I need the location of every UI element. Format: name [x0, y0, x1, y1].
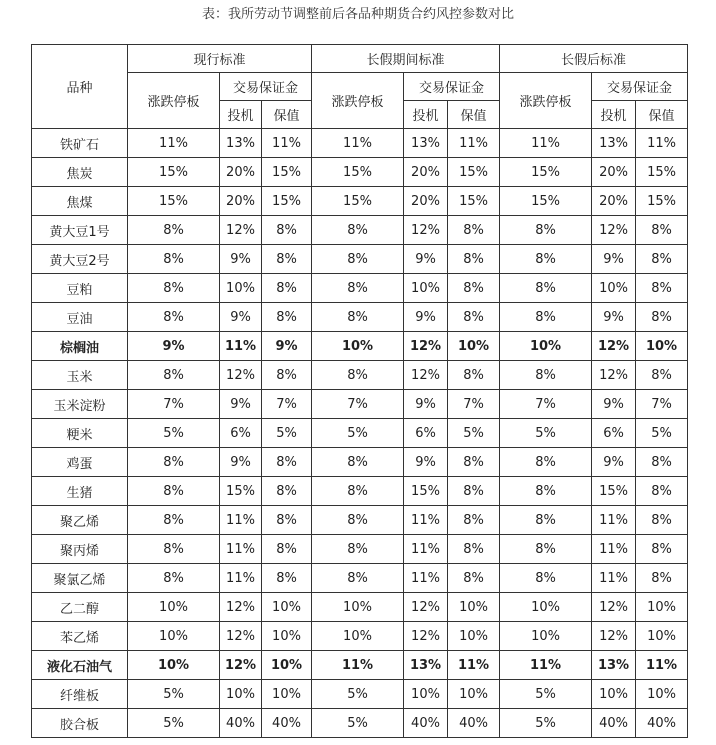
value-cell: 12% — [404, 622, 448, 651]
table-row — [32, 216, 688, 245]
value-cell: 20% — [220, 158, 262, 187]
variety-cell: 聚氯乙烯 — [32, 564, 128, 593]
value-cell: 5% — [262, 419, 312, 448]
value-cell: 8% — [312, 361, 404, 390]
variety-cell: 焦煤 — [32, 187, 128, 216]
value-cell: 8% — [636, 448, 688, 477]
value-cell: 11% — [312, 651, 404, 680]
value-cell: 8% — [262, 535, 312, 564]
value-cell: 15% — [262, 187, 312, 216]
variety-cell: 铁矿石 — [32, 129, 128, 158]
value-cell: 8% — [636, 564, 688, 593]
value-cell: 8% — [312, 477, 404, 506]
value-cell: 8% — [636, 216, 688, 245]
value-cell: 8% — [128, 477, 220, 506]
table-row — [32, 129, 688, 158]
value-cell: 10% — [128, 651, 220, 680]
variety-cell: 黄大豆1号 — [32, 216, 128, 245]
variety-cell: 豆粕 — [32, 274, 128, 303]
value-cell: 6% — [404, 419, 448, 448]
value-cell: 8% — [500, 274, 592, 303]
value-cell: 10% — [128, 593, 220, 622]
value-cell: 11% — [500, 129, 592, 158]
value-cell: 8% — [128, 448, 220, 477]
value-cell: 8% — [448, 506, 500, 535]
value-cell: 9% — [404, 448, 448, 477]
variety-cell: 液化石油气 — [32, 651, 128, 680]
value-cell: 5% — [128, 680, 220, 709]
value-cell: 5% — [500, 709, 592, 738]
header-limit: 涨跌停板 — [500, 73, 592, 129]
value-cell: 20% — [592, 158, 636, 187]
value-cell: 8% — [448, 303, 500, 332]
value-cell: 9% — [128, 332, 220, 361]
value-cell: 12% — [404, 332, 448, 361]
value-cell: 9% — [592, 390, 636, 419]
value-cell: 15% — [128, 187, 220, 216]
value-cell: 15% — [500, 158, 592, 187]
value-cell: 11% — [592, 564, 636, 593]
value-cell: 10% — [448, 680, 500, 709]
header-margin: 交易保证金 — [220, 73, 312, 101]
value-cell: 12% — [592, 332, 636, 361]
value-cell: 8% — [448, 448, 500, 477]
value-cell: 10% — [500, 593, 592, 622]
value-cell: 8% — [448, 535, 500, 564]
value-cell: 20% — [220, 187, 262, 216]
table-row — [32, 535, 688, 564]
value-cell: 40% — [592, 709, 636, 738]
value-cell: 11% — [262, 129, 312, 158]
value-cell: 11% — [448, 651, 500, 680]
value-cell: 8% — [262, 506, 312, 535]
value-cell: 8% — [262, 477, 312, 506]
value-cell: 5% — [128, 419, 220, 448]
value-cell: 8% — [312, 506, 404, 535]
value-cell: 13% — [592, 129, 636, 158]
value-cell: 10% — [448, 332, 500, 361]
value-cell: 10% — [592, 680, 636, 709]
value-cell: 8% — [448, 245, 500, 274]
value-cell: 5% — [448, 419, 500, 448]
value-cell: 10% — [312, 332, 404, 361]
value-cell: 8% — [636, 274, 688, 303]
value-cell: 15% — [262, 158, 312, 187]
value-cell: 5% — [312, 680, 404, 709]
value-cell: 8% — [636, 303, 688, 332]
value-cell: 8% — [500, 564, 592, 593]
value-cell: 10% — [262, 622, 312, 651]
header-limit: 涨跌停板 — [128, 73, 220, 129]
variety-cell: 焦炭 — [32, 158, 128, 187]
value-cell: 8% — [448, 477, 500, 506]
value-cell: 11% — [592, 506, 636, 535]
value-cell: 15% — [404, 477, 448, 506]
value-cell: 8% — [262, 448, 312, 477]
value-cell: 7% — [312, 390, 404, 419]
value-cell: 5% — [636, 419, 688, 448]
header-group-holiday: 长假期间标准 — [312, 45, 500, 73]
value-cell: 9% — [592, 245, 636, 274]
value-cell: 15% — [448, 187, 500, 216]
value-cell: 8% — [500, 506, 592, 535]
value-cell: 12% — [220, 361, 262, 390]
value-cell: 10% — [220, 274, 262, 303]
value-cell: 10% — [128, 622, 220, 651]
value-cell: 7% — [500, 390, 592, 419]
value-cell: 10% — [448, 622, 500, 651]
value-cell: 9% — [220, 245, 262, 274]
table-row — [32, 680, 688, 709]
variety-cell: 粳米 — [32, 419, 128, 448]
value-cell: 8% — [500, 245, 592, 274]
value-cell: 13% — [592, 651, 636, 680]
variety-cell: 豆油 — [32, 303, 128, 332]
value-cell: 20% — [404, 187, 448, 216]
value-cell: 7% — [262, 390, 312, 419]
value-cell: 9% — [592, 448, 636, 477]
value-cell: 9% — [220, 303, 262, 332]
value-cell: 15% — [128, 158, 220, 187]
value-cell: 10% — [448, 593, 500, 622]
table-row — [32, 245, 688, 274]
header-speculation: 投机 — [404, 101, 448, 129]
value-cell: 8% — [262, 274, 312, 303]
value-cell: 12% — [404, 593, 448, 622]
value-cell: 5% — [500, 419, 592, 448]
value-cell: 8% — [262, 245, 312, 274]
value-cell: 15% — [312, 158, 404, 187]
value-cell: 8% — [312, 303, 404, 332]
table-row — [32, 622, 688, 651]
value-cell: 5% — [128, 709, 220, 738]
value-cell: 11% — [636, 651, 688, 680]
value-cell: 11% — [220, 332, 262, 361]
value-cell: 5% — [312, 709, 404, 738]
value-cell: 40% — [220, 709, 262, 738]
value-cell: 15% — [448, 158, 500, 187]
header-group-current: 现行标准 — [128, 45, 312, 73]
value-cell: 8% — [312, 535, 404, 564]
header-hedge: 保值 — [448, 101, 500, 129]
value-cell: 8% — [128, 361, 220, 390]
value-cell: 15% — [500, 187, 592, 216]
value-cell: 9% — [404, 245, 448, 274]
header-margin: 交易保证金 — [404, 73, 500, 101]
value-cell: 7% — [128, 390, 220, 419]
value-cell: 12% — [592, 216, 636, 245]
value-cell: 10% — [262, 651, 312, 680]
table-row — [32, 709, 688, 738]
value-cell: 8% — [262, 216, 312, 245]
variety-cell: 棕榈油 — [32, 332, 128, 361]
header-group-after: 长假后标准 — [500, 45, 688, 73]
table-row — [32, 187, 688, 216]
value-cell: 8% — [636, 245, 688, 274]
table-row — [32, 390, 688, 419]
value-cell: 8% — [500, 303, 592, 332]
value-cell: 8% — [312, 274, 404, 303]
value-cell: 11% — [592, 535, 636, 564]
table-row — [32, 361, 688, 390]
header-limit: 涨跌停板 — [312, 73, 404, 129]
value-cell: 10% — [500, 622, 592, 651]
header-hedge: 保值 — [636, 101, 688, 129]
table-row — [32, 564, 688, 593]
value-cell: 8% — [128, 564, 220, 593]
value-cell: 8% — [448, 216, 500, 245]
value-cell: 12% — [220, 622, 262, 651]
value-cell: 7% — [448, 390, 500, 419]
value-cell: 12% — [404, 216, 448, 245]
value-cell: 10% — [262, 593, 312, 622]
value-cell: 12% — [592, 622, 636, 651]
table-row — [32, 477, 688, 506]
variety-cell: 聚丙烯 — [32, 535, 128, 564]
value-cell: 9% — [220, 448, 262, 477]
value-cell: 8% — [128, 245, 220, 274]
value-cell: 15% — [636, 187, 688, 216]
value-cell: 8% — [448, 361, 500, 390]
value-cell: 8% — [448, 564, 500, 593]
value-cell: 8% — [262, 303, 312, 332]
table-body — [32, 129, 688, 738]
value-cell: 10% — [636, 332, 688, 361]
value-cell: 8% — [500, 216, 592, 245]
value-cell: 13% — [404, 651, 448, 680]
value-cell: 8% — [262, 361, 312, 390]
value-cell: 8% — [500, 535, 592, 564]
value-cell: 10% — [500, 332, 592, 361]
table-row — [32, 332, 688, 361]
variety-cell: 玉米 — [32, 361, 128, 390]
table-row — [32, 419, 688, 448]
value-cell: 7% — [636, 390, 688, 419]
value-cell: 8% — [128, 535, 220, 564]
variety-cell: 生猪 — [32, 477, 128, 506]
table-row — [32, 593, 688, 622]
variety-cell: 苯乙烯 — [32, 622, 128, 651]
value-cell: 12% — [592, 361, 636, 390]
value-cell: 15% — [312, 187, 404, 216]
value-cell: 11% — [220, 564, 262, 593]
value-cell: 8% — [312, 245, 404, 274]
value-cell: 8% — [128, 274, 220, 303]
value-cell: 20% — [592, 187, 636, 216]
value-cell: 11% — [404, 506, 448, 535]
value-cell: 12% — [592, 593, 636, 622]
value-cell: 40% — [448, 709, 500, 738]
header-hedge: 保值 — [262, 101, 312, 129]
variety-cell: 乙二醇 — [32, 593, 128, 622]
value-cell: 10% — [404, 680, 448, 709]
value-cell: 8% — [448, 274, 500, 303]
table-row — [32, 303, 688, 332]
variety-cell: 胶合板 — [32, 709, 128, 738]
variety-cell: 聚乙烯 — [32, 506, 128, 535]
value-cell: 10% — [636, 622, 688, 651]
header-speculation: 投机 — [220, 101, 262, 129]
table-caption: 表：我所劳动节调整前后各品种期货合约风控参数对比 — [201, 7, 514, 22]
value-cell: 10% — [262, 680, 312, 709]
value-cell: 11% — [404, 564, 448, 593]
value-cell: 11% — [448, 129, 500, 158]
value-cell: 10% — [312, 622, 404, 651]
value-cell: 9% — [220, 390, 262, 419]
value-cell: 9% — [592, 303, 636, 332]
value-cell: 12% — [404, 361, 448, 390]
risk-parameter-table — [31, 44, 688, 738]
value-cell: 9% — [404, 303, 448, 332]
variety-cell: 玉米淀粉 — [32, 390, 128, 419]
value-cell: 8% — [312, 564, 404, 593]
value-cell: 10% — [592, 274, 636, 303]
value-cell: 5% — [312, 419, 404, 448]
value-cell: 6% — [220, 419, 262, 448]
value-cell: 11% — [312, 129, 404, 158]
value-cell: 12% — [220, 593, 262, 622]
value-cell: 8% — [500, 477, 592, 506]
header-speculation: 投机 — [592, 101, 636, 129]
table-row — [32, 651, 688, 680]
value-cell: 15% — [636, 158, 688, 187]
value-cell: 15% — [592, 477, 636, 506]
value-cell: 8% — [636, 506, 688, 535]
value-cell: 8% — [262, 564, 312, 593]
header-margin: 交易保证金 — [592, 73, 688, 101]
table-row — [32, 274, 688, 303]
value-cell: 8% — [500, 361, 592, 390]
value-cell: 15% — [220, 477, 262, 506]
value-cell: 40% — [636, 709, 688, 738]
value-cell: 11% — [220, 535, 262, 564]
value-cell: 8% — [500, 448, 592, 477]
value-cell: 8% — [312, 448, 404, 477]
value-cell: 8% — [636, 535, 688, 564]
value-cell: 6% — [592, 419, 636, 448]
value-cell: 9% — [404, 390, 448, 419]
value-cell: 12% — [220, 216, 262, 245]
value-cell: 10% — [220, 680, 262, 709]
value-cell: 12% — [220, 651, 262, 680]
header-variety: 品种 — [32, 45, 128, 129]
value-cell: 11% — [404, 535, 448, 564]
value-cell: 40% — [404, 709, 448, 738]
value-cell: 5% — [500, 680, 592, 709]
table-row — [32, 448, 688, 477]
variety-cell: 黄大豆2号 — [32, 245, 128, 274]
value-cell: 10% — [636, 680, 688, 709]
value-cell: 10% — [404, 274, 448, 303]
value-cell: 10% — [312, 593, 404, 622]
value-cell: 40% — [262, 709, 312, 738]
value-cell: 11% — [128, 129, 220, 158]
variety-cell: 鸡蛋 — [32, 448, 128, 477]
variety-cell: 纤维板 — [32, 680, 128, 709]
value-cell: 20% — [404, 158, 448, 187]
value-cell: 10% — [636, 593, 688, 622]
value-cell: 8% — [128, 303, 220, 332]
value-cell: 8% — [312, 216, 404, 245]
value-cell: 9% — [262, 332, 312, 361]
value-cell: 8% — [128, 216, 220, 245]
value-cell: 13% — [404, 129, 448, 158]
table-row — [32, 158, 688, 187]
value-cell: 8% — [636, 477, 688, 506]
value-cell: 11% — [636, 129, 688, 158]
value-cell: 8% — [128, 506, 220, 535]
value-cell: 8% — [636, 361, 688, 390]
value-cell: 13% — [220, 129, 262, 158]
value-cell: 11% — [500, 651, 592, 680]
table-row — [32, 506, 688, 535]
value-cell: 11% — [220, 506, 262, 535]
